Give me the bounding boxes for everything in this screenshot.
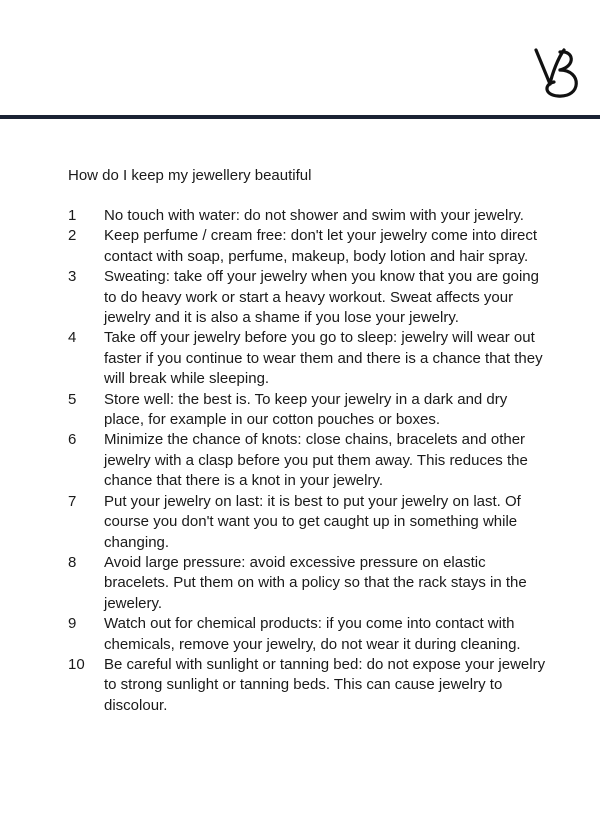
item-number: 2: [68, 227, 77, 245]
list-item: [68, 390, 548, 431]
item-text: Sweating: take off your jewelry when you know that you are going to do heavy work or start a heavy workout. Sweat affects your jewelry and it is also a shame if you lose your jewelry.: [104, 268, 539, 327]
item-number: 10: [68, 655, 85, 673]
vb-monogram-icon: [530, 44, 584, 104]
list-item: [68, 206, 548, 226]
tips-list: [68, 206, 548, 716]
list-item: [68, 655, 548, 716]
item-text: Watch out for chemical products: if you come into contact with chemicals, remove your jewelry, do not wear it during cleaning.: [104, 615, 521, 653]
item-text: No touch with water: do not shower and swim with your jewelry.: [104, 207, 524, 224]
item-text: Minimize the chance of knots: close chains, bracelets and other jewelry with a clasp before you put them away. This reduces the chance that there is a knot in your jewelry.: [104, 431, 528, 490]
item-text: Be careful with sunlight or tanning bed: do not expose your jewelry to strong sunlight or tanning beds. This can cause jewelry to discolour.: [104, 655, 546, 714]
item-number: 1: [68, 207, 77, 224]
list-item: [68, 492, 548, 553]
list-item: [68, 430, 548, 491]
list-item: [68, 553, 548, 614]
item-number: 6: [68, 431, 77, 449]
item-number: 4: [68, 329, 77, 347]
list-item: [68, 328, 548, 389]
item-text: Take off your jewelry before you go to sleep: jewelry will wear out faster if you continue to wear them and there is a chance that they will break while sleeping.: [104, 329, 543, 388]
header-divider: [0, 115, 600, 119]
item-text: Keep perfume / cream free: don't let your jewelry come into direct contact with soap, perfume, makeup, body lotion and hair spray.: [104, 227, 538, 265]
item-number: 3: [68, 268, 77, 286]
item-number: 9: [68, 615, 77, 633]
list-item: [68, 614, 548, 655]
list-item: [68, 226, 548, 267]
item-number: 7: [68, 492, 77, 510]
item-number: 8: [68, 553, 77, 571]
item-text: Avoid large pressure: avoid excessive pressure on elastic bracelets. Put them on with a policy so that the rack stays in the jewelery.: [104, 553, 527, 612]
item-text: Store well: the best is. To keep your jewelry in a dark and dry place, for example in our cotton pouches or boxes.: [104, 390, 508, 429]
list-item: [68, 267, 548, 328]
item-text: Put your jewelry on last: it is best to put your jewelry on last. Of course you don't want you to get caught up in something while changing.: [104, 492, 521, 551]
item-number: 5: [68, 390, 77, 408]
page-title: How do I keep my jewellery beautiful: [68, 167, 312, 184]
